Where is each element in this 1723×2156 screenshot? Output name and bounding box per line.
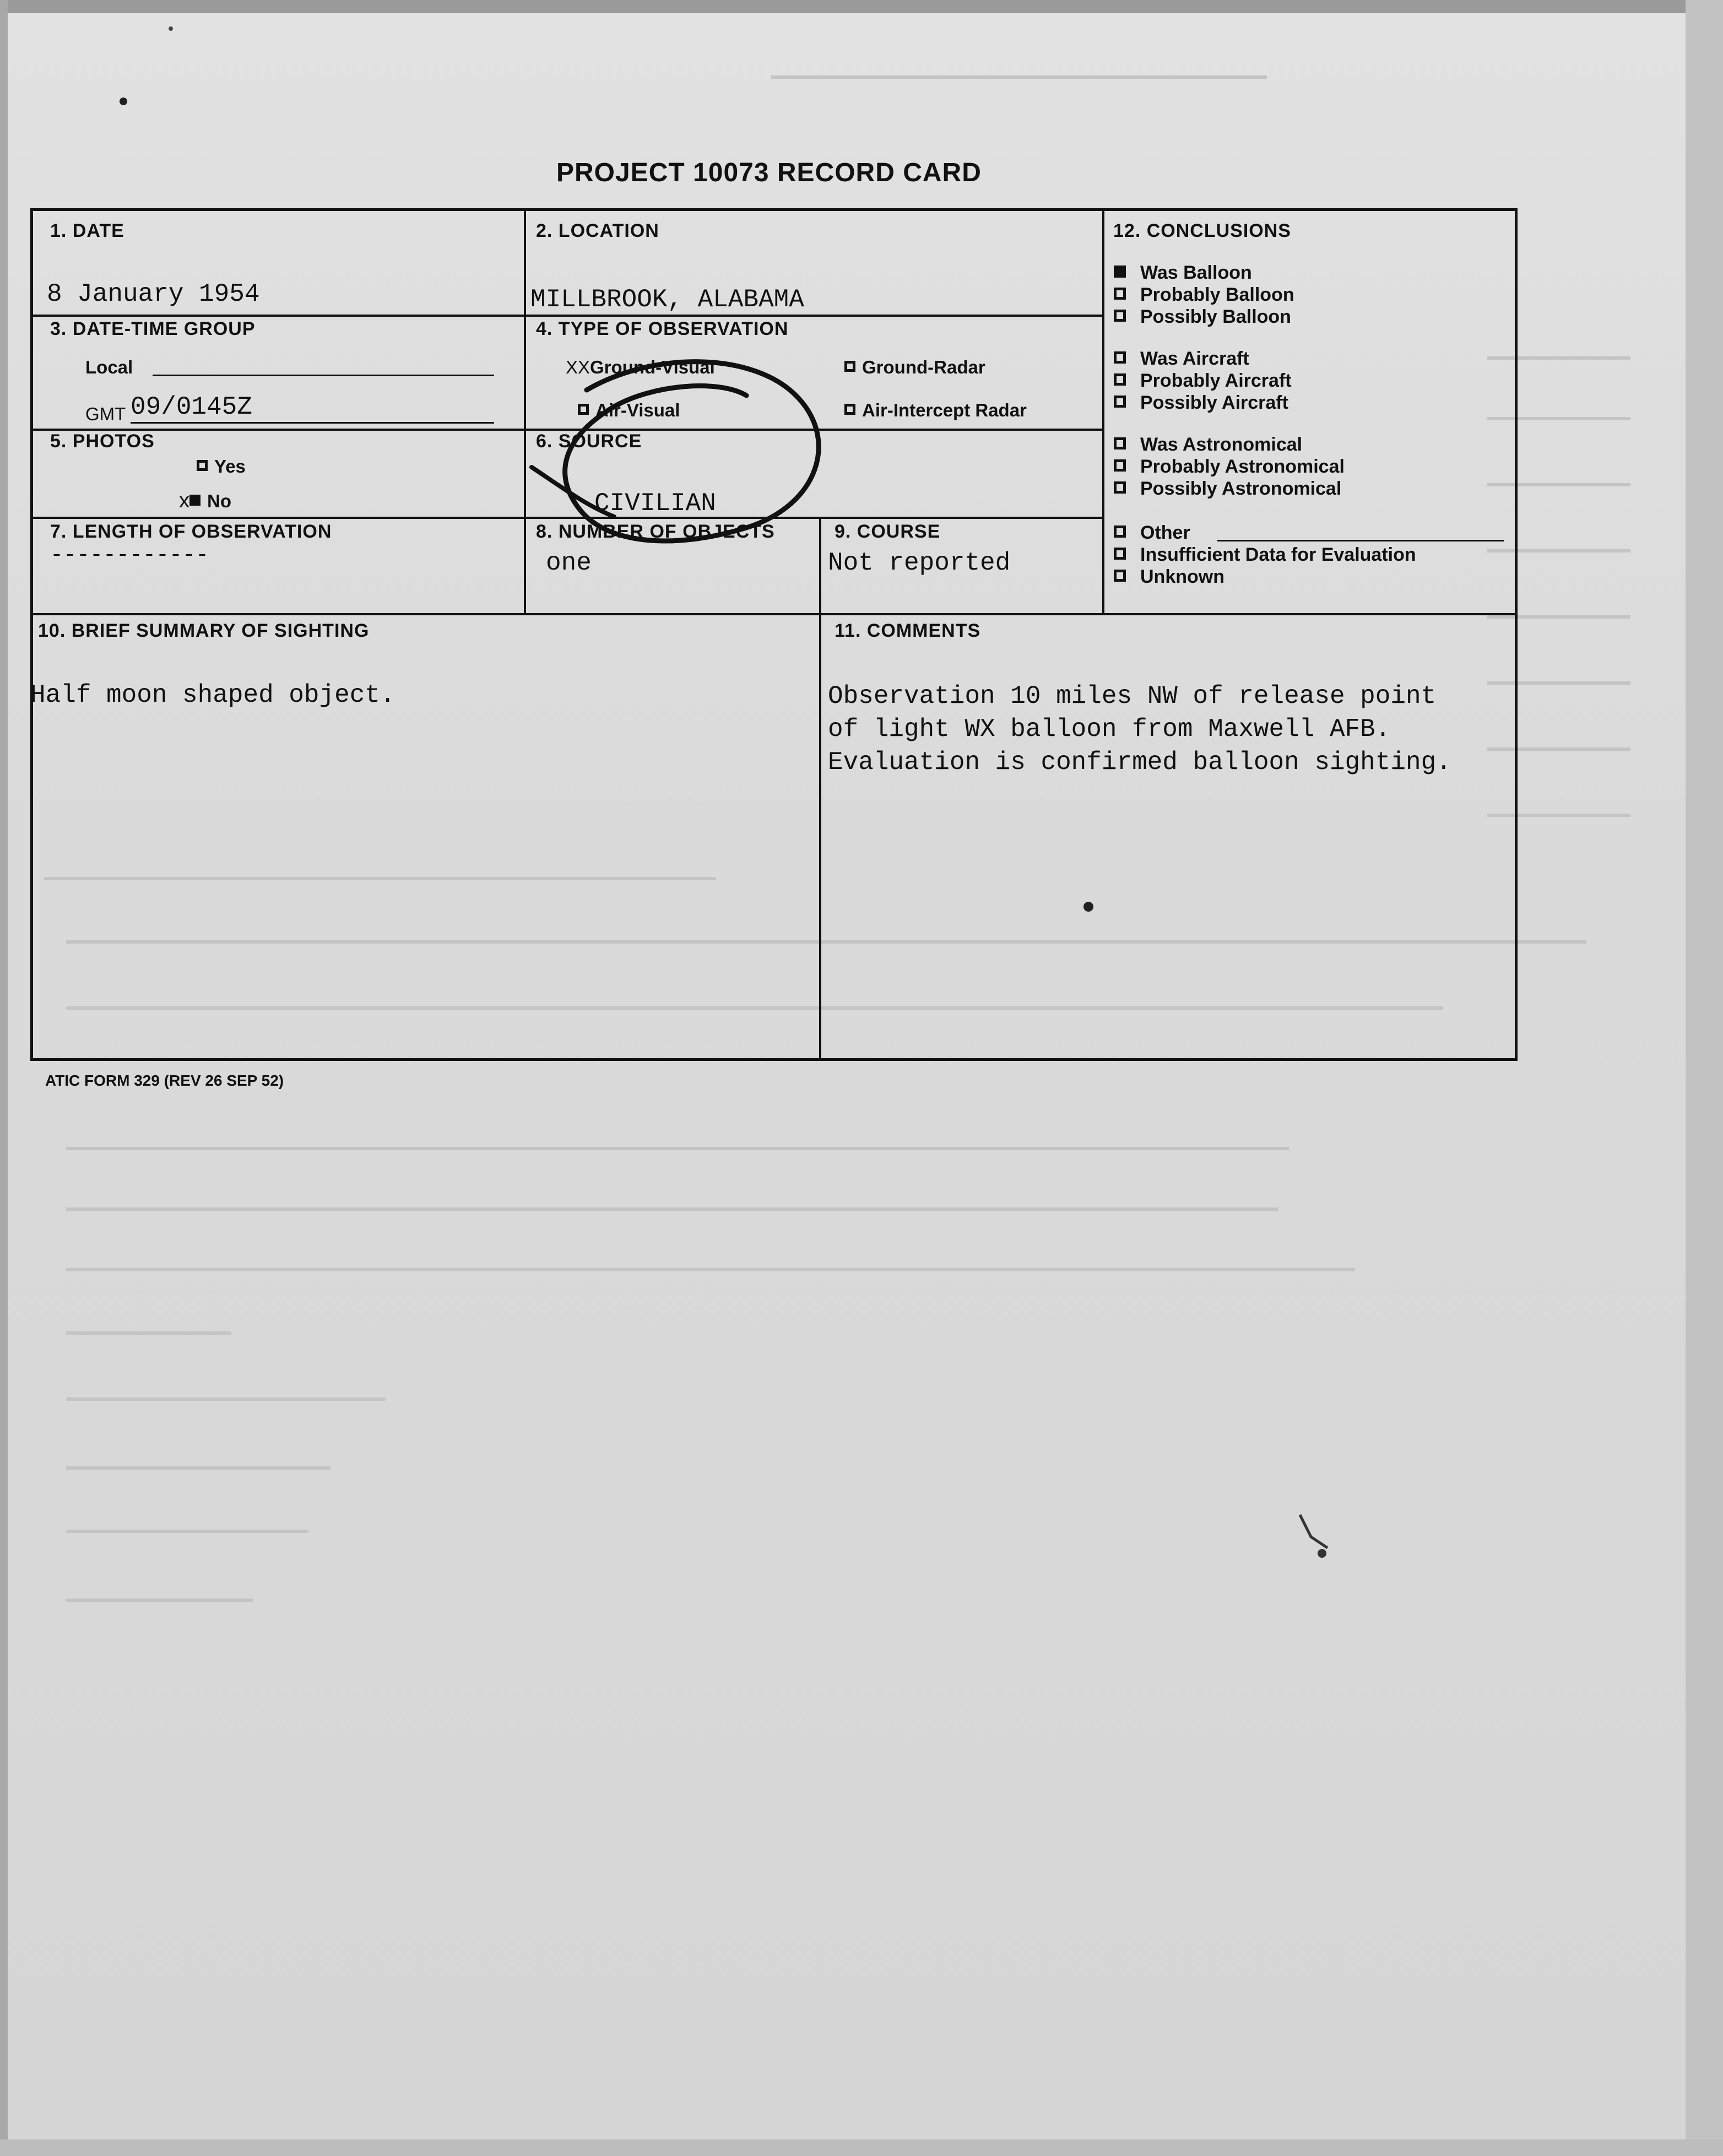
gmt-label: GMT [85,404,126,424]
insufficient-data-label: Insufficient Data for Evaluation [1140,544,1416,565]
air-visual-label: Air-Visual [595,400,680,420]
form-number: ATIC FORM 329 (REV 26 SEP 52) [45,1072,284,1089]
was-aircraft-label: Was Aircraft [1140,348,1249,369]
length-of-observation-label: 7. LENGTH OF OBSERVATION [50,521,332,542]
possibly-balloon-label: Possibly Balloon [1140,306,1291,327]
photos-label: 5. PHOTOS [50,431,155,452]
other-label: Other [1140,522,1190,543]
possibly-astronomical-label: Possibly Astronomical [1140,478,1342,499]
scan-edge-right [1686,0,1723,2156]
date-time-group-label: 3. DATE-TIME GROUP [50,318,256,339]
was-astronomical-label: Was Astronomical [1140,434,1303,455]
ground-visual-mark: XX [566,357,590,377]
source-value: CIVILIAN [594,489,716,518]
date-value: 8 January 1954 [47,280,260,308]
unknown-label: Unknown [1140,566,1224,587]
number-of-objects-label: 8. NUMBER OF OBJECTS [536,521,775,542]
course-value: Not reported [828,549,1011,577]
summary-value: Half moon shaped object. [30,681,395,709]
summary-label: 10. BRIEF SUMMARY OF SIGHTING [38,620,370,641]
possibly-aircraft-label: Possibly Aircraft [1140,392,1288,413]
comments-label: 11. COMMENTS [835,620,981,641]
form-title: PROJECT 10073 RECORD CARD [556,158,982,187]
probably-aircraft-label: Probably Aircraft [1140,370,1292,391]
ground-radar-label: Ground-Radar [862,357,985,377]
photos-no-mark: x [179,489,189,512]
photos-no-label: No [207,491,231,511]
local-label: Local [85,357,133,377]
type-of-observation-label: 4. TYPE OF OBSERVATION [536,318,789,339]
comments-line-2: of light WX balloon from Maxwell AFB. [828,715,1391,744]
conclusions-label: 12. CONCLUSIONS [1113,220,1291,241]
course-label: 9. COURSE [835,521,941,542]
length-of-observation-value: ------------ [50,543,209,568]
probably-astronomical-label: Probably Astronomical [1140,456,1345,477]
source-label: 6. SOURCE [536,431,642,452]
location-label: 2. LOCATION [536,220,659,241]
ground-visual-label: Ground-Visual [590,357,715,377]
photos-yes-label: Yes [214,456,246,476]
location-value: MILLBROOK, ALABAMA [530,285,804,314]
comments-line-3: Evaluation is confirmed balloon sighting. [828,748,1451,777]
air-intercept-radar-label: Air-Intercept Radar [862,400,1027,420]
was-balloon-label: Was Balloon [1140,262,1252,283]
number-of-objects-value: one [546,549,592,577]
gmt-value: 09/0145Z [131,393,252,421]
date-label: 1. DATE [50,220,124,241]
probably-balloon-label: Probably Balloon [1140,284,1294,305]
comments-line-1: Observation 10 miles NW of release point [828,682,1437,711]
